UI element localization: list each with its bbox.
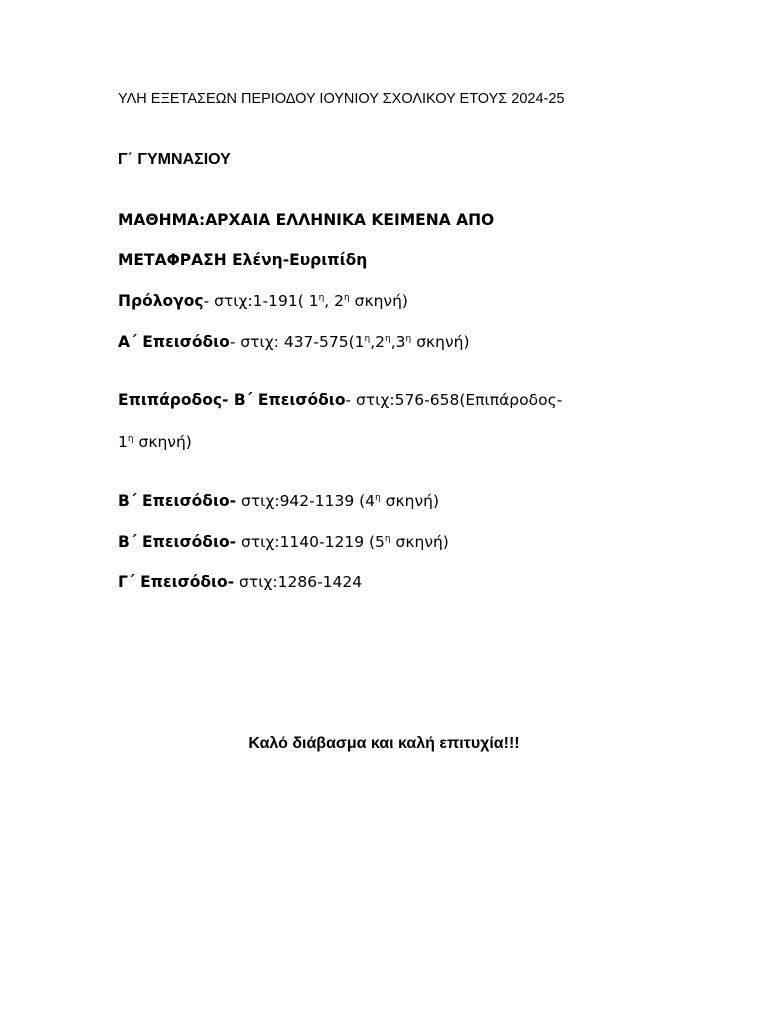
entry-label: Επιπάροδος- Β΄ Επεισόδιο [118, 391, 346, 409]
entry-label: Γ΄ Επεισόδιο- [118, 573, 235, 591]
entry-epiparodos-line-2 [118, 432, 192, 452]
superscript: η [364, 334, 371, 344]
superscript: η [385, 334, 391, 344]
superscript: η [318, 293, 325, 303]
entry-text: , 2 [324, 292, 344, 310]
entry-text: σκηνή) [390, 533, 449, 551]
entry-a-epeisodio [118, 332, 470, 352]
superscript: η [375, 493, 381, 503]
entry-text: ,2 [370, 333, 386, 351]
entry-text: σκηνή) [349, 292, 408, 310]
entry-text: ,3 [390, 333, 406, 351]
entry-text: 1 [118, 433, 128, 451]
superscript: η [384, 534, 391, 544]
entry-text: - στιχ:1-191( 1 [203, 292, 319, 310]
entry-g-epeisodio [118, 572, 362, 592]
grade-heading: Γ΄ ΓΥΜΝΑΣΙΟΥ [118, 151, 231, 168]
entry-text: - στιχ: 437-575(1 [229, 333, 365, 351]
entry-b-epeisodio-2 [118, 532, 449, 552]
document-title: ΥΛΗ ΕΞΕΤΑΣΕΩΝ ΠΕΡΙΟΔΟΥ ΙΟΥΝΙΟΥ ΣΧΟΛΙΚΟΥ ΕΤΟΥΣ 2024-25 [118, 91, 565, 107]
entry-text: σκηνή) [411, 333, 470, 351]
entry-b-epeisodio-1 [118, 491, 439, 511]
closing-message: Καλό διάβασμα και καλή επιτυχία!!! [248, 735, 520, 752]
entry-label: Β΄ Επεισόδιο- [118, 533, 237, 551]
entry-label: Β΄ Επεισόδιο- [118, 492, 237, 510]
entry-label: Πρόλογος [118, 292, 204, 310]
entry-text: σκηνή) [380, 492, 439, 510]
entry-text: σκηνή) [133, 433, 192, 451]
subject-heading-line-1: ΜΑΘΗΜΑ:ΑΡΧΑΙΑ ΕΛΛΗΝΙΚΑ ΚΕΙΜΕΝΑ ΑΠΟ [118, 211, 495, 229]
entry-prologos [118, 291, 408, 311]
superscript: η [127, 434, 134, 444]
superscript: η [344, 293, 350, 303]
entry-text: στιχ:942-1139 (4 [236, 492, 376, 510]
entry-text: - στιχ:576-658(Επιπάροδος- [345, 391, 563, 409]
superscript: η [405, 334, 412, 344]
entry-label: Α΄ Επεισόδιο [118, 333, 230, 351]
subject-heading-line-2: ΜΕΤΑΦΡΑΣΗ Ελένη-Ευριπίδη [118, 251, 368, 269]
entry-text: στιχ:1140-1219 (5 [236, 533, 385, 551]
entry-epiparodos-line-1 [118, 390, 562, 410]
entry-text: στιχ:1286-1424 [234, 573, 363, 591]
